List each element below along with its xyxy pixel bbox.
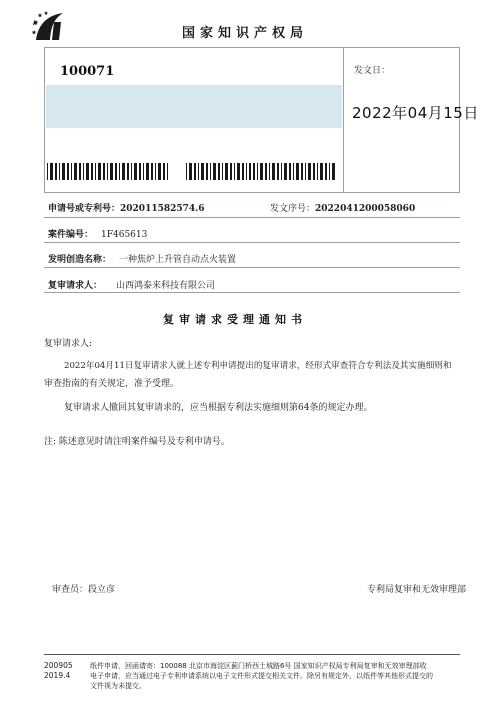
examiner-label: 审查员： (52, 585, 89, 595)
barcode-bar (103, 163, 105, 180)
rule (44, 192, 460, 193)
barcode-bar (246, 163, 247, 180)
barcode-bar (305, 163, 306, 180)
salutation: 复审请求人: (44, 339, 93, 349)
barcode-bar (242, 163, 244, 180)
footer-line-2: 电子申请，应当通过电子专利申请系统以电子文件形式提交相关文件。除另有规定外，以纸件等其他形式提交的 (90, 672, 433, 680)
barcode-bar (83, 163, 84, 180)
barcode-bar (127, 163, 129, 180)
barcode-bar (79, 163, 81, 180)
examiner-name: 段立彦 (88, 585, 116, 595)
petitioner-label: 复审请求人： (48, 281, 103, 291)
recipient-address-block (46, 85, 342, 128)
barcode-bar (225, 163, 228, 180)
barcode-bar (213, 163, 216, 180)
barcode-bar (198, 163, 199, 180)
barcode-bar (67, 163, 69, 180)
barcode-bar (119, 163, 120, 180)
postcode: 100071 (60, 64, 115, 79)
barcode-bar (253, 163, 255, 180)
barcode-right (186, 163, 337, 180)
barcode-bar (313, 163, 315, 180)
barcode-bar (95, 163, 96, 180)
barcode-bar (277, 163, 279, 180)
rule (44, 217, 460, 218)
application-number: 202011582574.6 (120, 204, 205, 214)
notice-note: 注: 陈述意见时请注明案件编号及专利申请号。 (44, 437, 230, 447)
barcode-bar (139, 163, 141, 180)
barcode-bar (131, 163, 132, 180)
barcode-bar (293, 163, 294, 180)
barcode-bar (237, 163, 240, 180)
barcode-bar (260, 163, 263, 180)
office-title: 国家知识产权局 (182, 26, 309, 41)
barcode-bar (91, 163, 93, 180)
rule (44, 292, 460, 293)
form-version: 2019.4 (44, 671, 71, 680)
serial-number: 2022041200058060 (315, 204, 416, 214)
barcode-bar (249, 163, 252, 180)
footer-line-3: 文件视为未提交。 (90, 682, 146, 690)
barcode-bar (50, 163, 53, 180)
department-name: 专利局复审和无效审理部 (367, 585, 467, 595)
barcode-bar (222, 163, 223, 180)
barcode-bar (265, 163, 267, 180)
barcode-bar (110, 163, 113, 180)
barcode-bar (284, 163, 287, 180)
barcode-bar (151, 163, 153, 180)
barcode-bar (62, 163, 65, 180)
footer-line-1: 纸件申请，回函请寄：100088 北京市海淀区蓟门桥西土城路6号 国家知识产权局专利局复审和无效审理部收 (90, 662, 427, 670)
barcode-bar (47, 163, 48, 180)
case-number: 1F465613 (101, 230, 148, 240)
barcode-bar (281, 163, 282, 180)
barcode-bar (74, 163, 77, 180)
barcode-bar (234, 163, 235, 180)
barcode-bar (146, 163, 149, 180)
barcode-bar (308, 163, 311, 180)
issue-date-label: 发文日： (354, 66, 391, 76)
barcode-bar (218, 163, 220, 180)
barcode-bar (230, 163, 232, 180)
barcode-bar (143, 163, 144, 180)
notice-paragraph-1-line-2: 审查指南的有关规定，准予受理。 (44, 379, 180, 389)
barcode-bar (163, 163, 165, 180)
barcode-bar (186, 163, 187, 180)
examiner-row (52, 583, 115, 597)
address-box-divider (343, 47, 344, 192)
case-number-label: 案件编号： (48, 230, 94, 240)
petitioner-row (48, 278, 215, 291)
barcode-bar (194, 163, 196, 180)
barcode-bar (206, 163, 208, 180)
barcode-bar (272, 163, 275, 180)
serial-number-label: 发文序号： (270, 204, 316, 214)
cnipa-logo-icon (30, 10, 70, 44)
barcode-bar (301, 163, 303, 180)
barcode-bar (134, 163, 137, 180)
barcode-bar (115, 163, 117, 180)
invention-name-label: 发明创造名称： (48, 255, 112, 265)
serial-number-row (270, 201, 415, 214)
invention-name: 一种焦炉上升管自动点火装置 (119, 255, 237, 265)
barcode-bar (257, 163, 258, 180)
petitioner: 山西鸿泰来科技有限公司 (116, 281, 216, 291)
form-code: 200905 (44, 661, 73, 670)
barcode-bar (86, 163, 89, 180)
barcode-bar (320, 163, 323, 180)
barcode-bar (189, 163, 192, 180)
application-number-label: 申请号或专利号： (48, 204, 121, 214)
notice-title: 复审请求受理通知书 (163, 313, 307, 326)
barcode-bar (107, 163, 108, 180)
barcode-bar (317, 163, 318, 180)
invention-name-row (48, 252, 236, 265)
barcode-bar (289, 163, 291, 180)
barcode-bar (269, 163, 270, 180)
barcode-bar (201, 163, 204, 180)
issue-date: 2022年04月15日 (352, 104, 479, 122)
barcode-bar (155, 163, 156, 180)
barcode-bar (332, 163, 335, 180)
footer-instructions (90, 661, 466, 691)
barcode-bar (122, 163, 125, 180)
case-number-row (48, 227, 147, 240)
barcode-bar (71, 163, 72, 180)
barcode-bar (59, 163, 60, 180)
barcode-bar (167, 163, 168, 180)
barcode-bar (55, 163, 57, 180)
footer-rule (44, 654, 460, 655)
barcode-bar (98, 163, 101, 180)
barcode-bar (210, 163, 211, 180)
rule (44, 267, 460, 268)
barcode-left (47, 163, 170, 180)
barcode-bar (325, 163, 327, 180)
application-number-row (48, 201, 205, 214)
barcode-bar (296, 163, 299, 180)
rule (44, 242, 460, 243)
barcode-bar (158, 163, 161, 180)
barcode-bar (329, 163, 330, 180)
notice-paragraph-1-line-1: 2022年04月11日复审请求人就上述专利申请提出的复审请求，经形式审查符合专利法及其实施细则和 (64, 361, 452, 371)
notice-paragraph-2: 复审请求人撤回其复审请求的，应当根据专利法实施细则第64条的规定办理。 (64, 403, 373, 413)
